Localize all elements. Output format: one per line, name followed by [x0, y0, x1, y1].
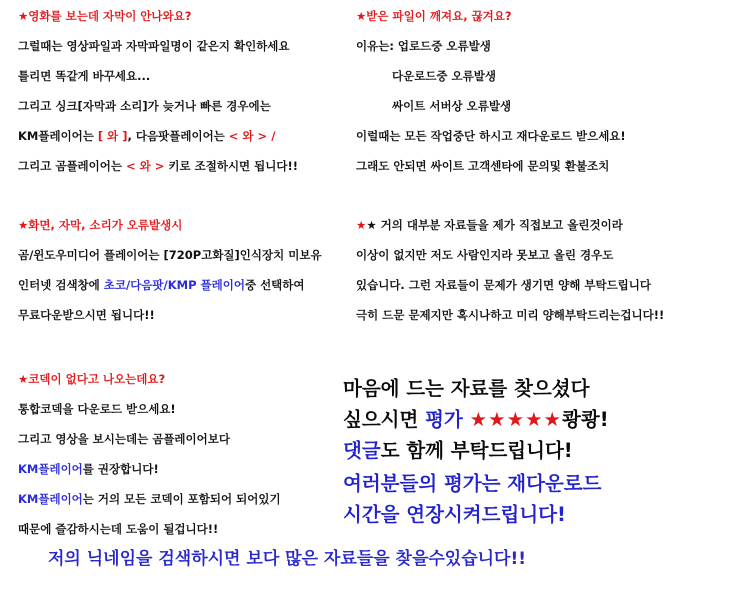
codec-line-1: 통합코덱을 다운로드 받으세요!: [18, 402, 176, 416]
reason-server: 싸이트 서버상 오류발생: [392, 99, 512, 113]
gom-prefix: 그리고 곰플레이어는: [18, 159, 126, 173]
playback-line-2: [18, 278, 322, 292]
request-line-3: [343, 439, 573, 463]
quality-line-3: 극히 드문 문제지만 혹시나하고 미리 양해부탁드리는겁니다!!: [356, 308, 665, 322]
subtitles-section: [18, 9, 298, 173]
subtitles-line-1: 그럴때는 영상파일과 자막파일명이 같은지 확인하세요: [18, 39, 290, 53]
codec-heading: ★코덱이 없다고 나오는데요?: [18, 372, 166, 386]
codec-line-3-suffix: 를 권장합니다!: [82, 462, 159, 476]
km-suffix: /: [267, 129, 276, 143]
codec-line-5: 때문에 즐감하시는데 도움이 될겁니다!!: [18, 522, 219, 536]
gom-keys: < 와 >: [126, 159, 165, 173]
request-line-3-suffix: 도 함께 부탁드립니다!: [380, 439, 573, 462]
km-prefix: KM플레이어는: [18, 129, 98, 143]
request-line-5: 시간을 연장시켜드립니다!: [343, 503, 566, 526]
km-player-name: KM플레이어: [18, 462, 83, 476]
km-player-name-2: KM플레이어: [18, 492, 83, 506]
subtitles-line-2: 틀리면 똑같게 바꾸세요...: [18, 69, 151, 83]
quality-line-2: 있습니다. 그런 자료들이 문제가 생기면 양해 부탁드립니다: [356, 278, 652, 292]
subtitles-line-3: 그리고 싱크[자막과 소리]가 늦거나 빠른 경우에는: [18, 99, 271, 113]
comment-word: 댓글: [343, 439, 381, 462]
codec-line-3: [18, 462, 281, 476]
codec-line-4-suffix: 는 거의 모든 코덱이 포함되어 되어있기: [82, 492, 281, 506]
km-mid: , 다음팟플레이어는: [127, 129, 229, 143]
subtitles-heading: ★영화를 보는데 자막이 안나와요?: [18, 9, 192, 23]
redownload-advice: 이럴때는 모든 작업중단 하시고 재다운로드 받으세요!: [356, 129, 626, 143]
gom-suffix: 키로 조절하시면 됩니다!!: [164, 159, 298, 173]
support-advice: 그래도 안되면 싸이트 고객센타에 문의및 환불조치: [356, 159, 610, 173]
playback-line-1: 곰/윈도우미디어 플레이어는 [720P고화질]인식장치 미보유: [18, 248, 322, 262]
request-line-4: 여러분들의 평가는 재다운로드: [343, 472, 602, 495]
playback-line-2-suffix: 중 선택하여: [244, 278, 305, 292]
quality-line-1: 이상이 없지만 저도 사람인지라 못보고 올린 경우도: [356, 248, 614, 262]
quality-heading-text: ★ 거의 대부분 자료들을 제가 직접보고 올린것이라: [366, 218, 623, 232]
reason-download: 다운로드중 오류발생: [392, 69, 496, 83]
codec-section: [18, 372, 281, 536]
playback-heading: ★화면, 자막, 소리가 오류발생시: [18, 218, 183, 232]
player-names: 초코/다음팟/KMP 플레이어: [103, 278, 245, 292]
playback-line-2-prefix: 인터넷 검색창에: [18, 278, 104, 292]
broken-file-section: [356, 9, 626, 173]
daum-keys: < 와 >: [228, 129, 268, 143]
rating-stars: ★★★★★: [469, 408, 563, 431]
request-line-1: 마음에 드는 자료를 찾으셨다: [343, 377, 590, 400]
codec-line-2: 그리고 영상을 보시는데는 곰플레이어보다: [18, 432, 230, 446]
subtitles-line-gom: [18, 159, 298, 173]
request-line-2-prefix: 싶으시면: [343, 408, 426, 431]
quality-section: [356, 218, 664, 322]
request-line-2-suffix: 쾅쾅!: [562, 408, 609, 431]
rating-word: 평가: [425, 408, 463, 431]
request-line-2: [343, 408, 609, 432]
codec-line-4: [18, 492, 281, 506]
footer-text: 저의 닉네임을 검색하시면 보다 많은 자료들을 찾을수있습니다!!: [48, 549, 526, 569]
subtitles-line-km: [18, 129, 298, 143]
quality-heading: ★★ 거의 대부분 자료들을 제가 직접보고 올린것이라: [356, 218, 623, 232]
broken-file-heading: ★받은 파일이 깨져요, 끊겨요?: [356, 9, 512, 23]
reason-upload: 이유는: 업로드중 오류발생: [356, 39, 491, 53]
playback-line-3: 무료다운받으시면 됩니다!!: [18, 308, 155, 322]
playback-section: [18, 218, 322, 322]
km-keys: [ 와 ]: [97, 129, 128, 143]
